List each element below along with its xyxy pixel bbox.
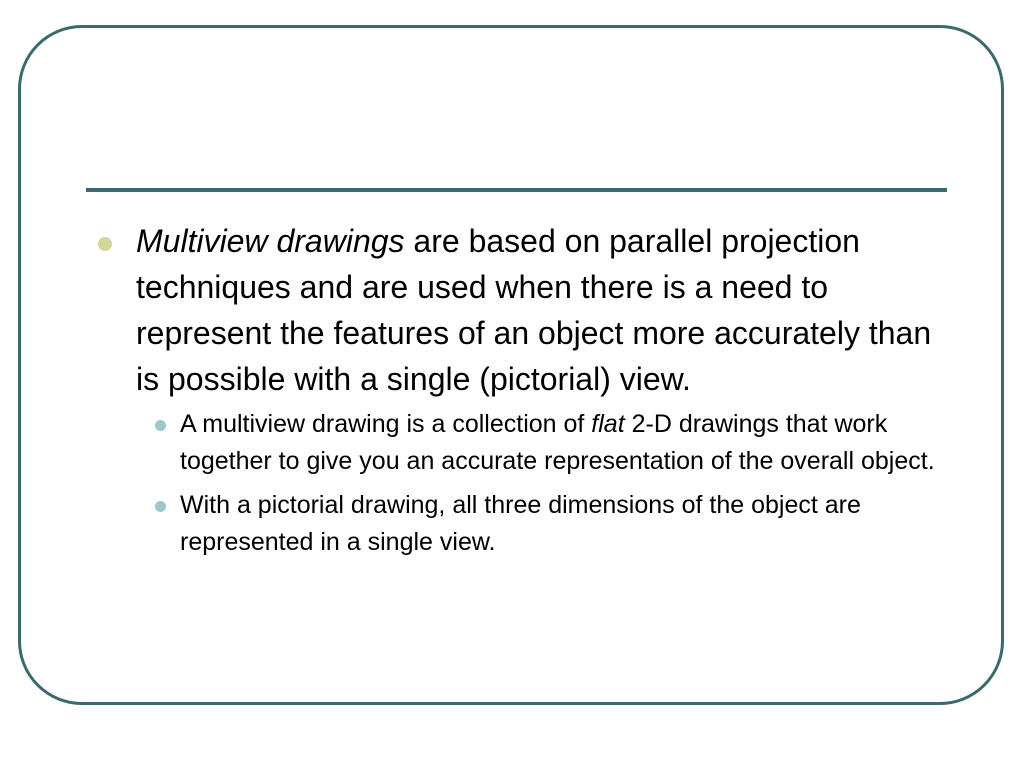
slide-body [96, 218, 946, 561]
sub-bullet-1-italic: flat [591, 410, 625, 438]
main-bullet-text: are based on parallel projection techniques and are used when there is a need to represent the features of an object more accurately than is possible with a single (pictorial) view. [136, 223, 932, 397]
bullet-dot-icon [98, 237, 112, 251]
sub-bullet-dot-icon [155, 501, 166, 512]
sub-bullet-2-text: With a pictorial drawing, all three dimensions of the object are represented in a single view. [180, 491, 861, 556]
sub-bullet-2 [96, 487, 946, 561]
sub-bullet-dot-icon [155, 420, 166, 431]
title-divider [86, 188, 947, 192]
sub-bullet-1 [96, 406, 946, 480]
sub-bullet-1-text-after: 2-D drawings that work together to give you an accurate representation of the overall object. [180, 410, 935, 475]
main-bullet [96, 218, 946, 402]
italic-term: Multiview drawings [136, 223, 405, 259]
sub-bullet-1-text-before: A multiview drawing is a collection of [180, 410, 592, 438]
